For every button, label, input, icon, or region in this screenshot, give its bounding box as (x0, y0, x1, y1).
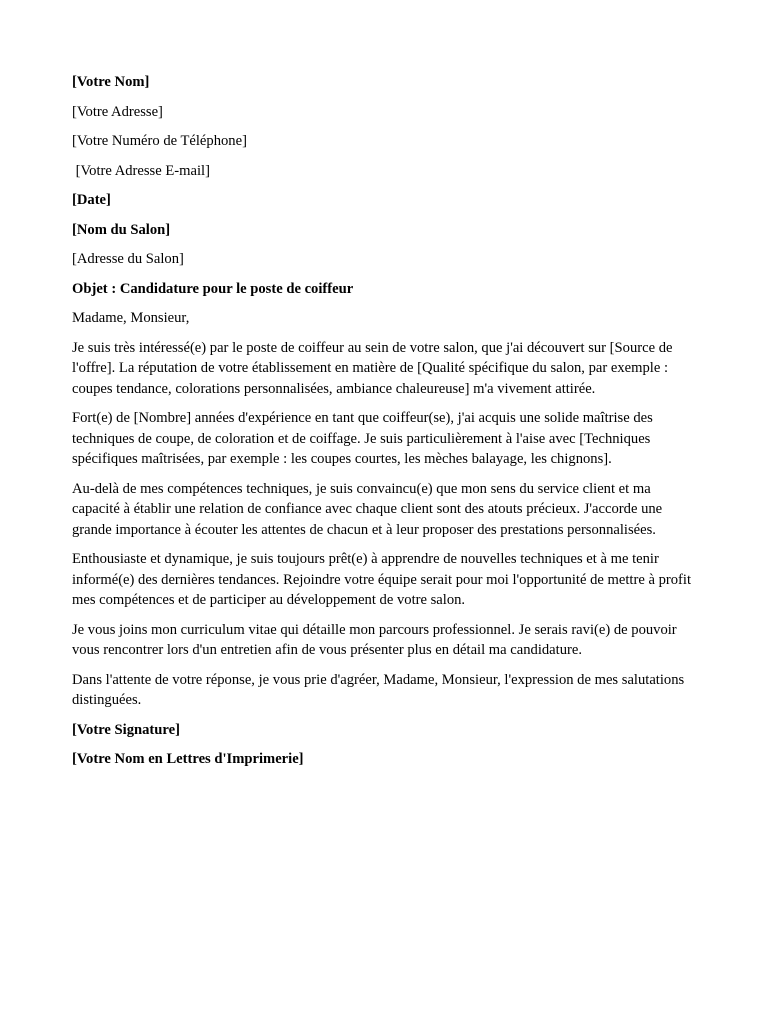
body-paragraph: Fort(e) de [Nombre] années d'expérience en tant que coiffeur(se), j'ai acquis une solide maîtrise des techniques de coupe, de coloration et de coiffage. Je suis particulièrement à l'aise avec [Techniques spécifiques maîtrisées, par exemple : les coupes courtes, les mèches balayage, les chignons]. (72, 410, 653, 467)
body-paragraph: Enthousiaste et dynamique, je suis toujours prêt(e) à apprendre de nouvelles techniques et à me tenir informé(e) des dernières tendances. Rejoindre votre équipe serait pour moi l'opportunité de mettre à profit mes compétences et de participer au développement de votre salon. (72, 551, 691, 608)
sender-email: [Votre Adresse E-mail] (72, 162, 210, 179)
letter-salutation: Madame, Monsieur, (72, 310, 190, 326)
sender-name: [Votre Nom] (72, 74, 150, 90)
body-paragraph: Je vous joins mon curriculum vitae qui détaille mon parcours professionnel. Je serais ravi(e) de pouvoir vous rencontrer lors d'un entretien afin de vous présenter plus en détail ma candidature. (72, 621, 677, 658)
letter-subject: Objet : Candidature pour le poste de coiffeur (72, 280, 354, 297)
body-paragraph: Au-delà de mes compétences techniques, je suis convaincu(e) que mon sens du service client et ma capacité à établir une relation de confiance avec chaque client sont des atouts précieux. J'accorde une grande importance à écouter les attentes de chacun et à leur proposer des prestations personnalisées. (72, 480, 663, 538)
recipient-salon-name: [Nom du Salon] (72, 221, 171, 238)
printed-name-placeholder: [Votre Nom en Lettres d'Imprimerie] (72, 751, 304, 767)
recipient-salon-address: [Adresse du Salon] (72, 251, 184, 267)
sender-phone: [Votre Numéro de Téléphone] (72, 133, 247, 149)
closing-paragraph: Dans l'attente de votre réponse, je vous prie d'agréer, Madame, Monsieur, l'expression de mes salutations distinguées. (72, 671, 685, 708)
signature-placeholder: [Votre Signature] (72, 721, 180, 738)
sender-address: [Votre Adresse] (72, 103, 163, 120)
letter-date: [Date] (72, 192, 111, 208)
letter-page (72, 72, 700, 779)
body-paragraph: Je suis très intéressé(e) par le poste de coiffeur au sein de votre salon, que j'ai découvert sur [Source de l'offre]. La réputation de votre établissement en matière de [Qualité spécifique du salon, par exemple : coupes tendance, colorations personnalisées, ambiance chaleureuse] m'a vivement attirée. (72, 339, 673, 397)
